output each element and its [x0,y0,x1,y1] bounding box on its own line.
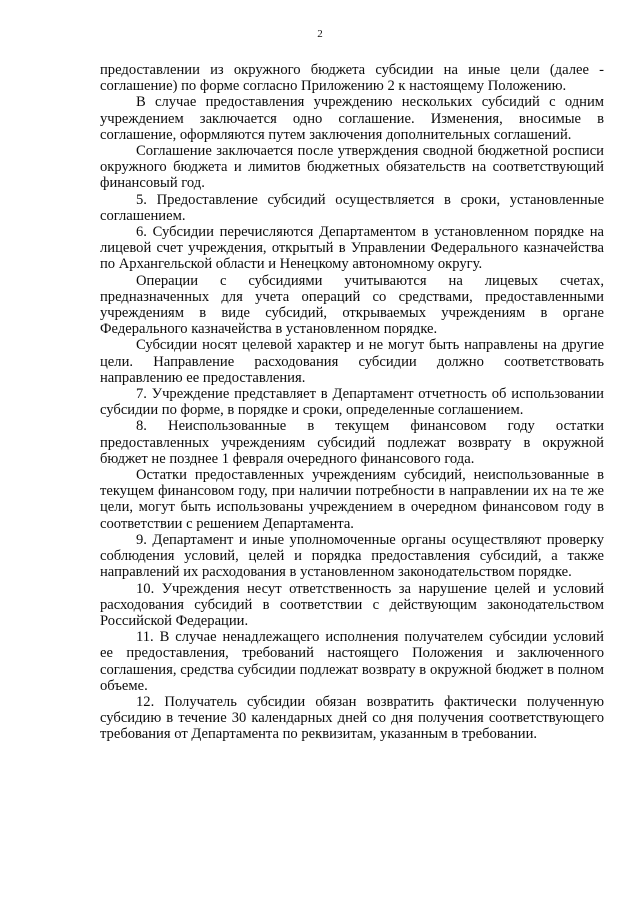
paragraph-item-7: 7. Учреждение представляет в Департамент отчетность об использовании субсидии по форме, в порядке и сроки, определенные соглашением. [100,386,604,419]
paragraph: Субсидии носят целевой характер и не могут быть направлены на другие цели. Направление расходования субсидии должно соответствовать направлению ее предоставления. [100,337,604,386]
paragraph-item-10: 10. Учреждения несут ответственность за нарушение целей и условий расходования субсидий в соответствии с действующим законодательством Российской Федерации. [100,580,604,629]
paragraph-item-6: 6. Субсидии перечисляются Департаментом в установленном порядке на лицевой счет учреждения, открытый в Управлении Федерального казначейства по Архангельской области и Ненецкому автономному округу. [100,224,604,273]
paragraph: Остатки предоставленных учреждениям субсидий, неиспользованные в текущем финансовом году, при наличии потребности в направлении их на те же цели, могут быть использованы учреждением в очередном финансовом году в соответствии с решением Департамента. [100,467,604,532]
paragraph-item-12: 12. Получатель субсидии обязан возвратить фактически полученную субсидию в течение 30 календарных дней со дня получения соответствующего требования от Департамента по реквизитам, указанным в требовании. [100,693,604,743]
paragraph-continuation: предоставлении из окружного бюджета субсидии на иные цели (далее - соглашение) по форме согласно Приложению 2 к настоящему Положению. [100,62,604,95]
paragraph: Соглашение заключается после утверждения сводной бюджетной росписи окружного бюджета и лимитов бюджетных обязательств на соответствующий финансовый год. [100,143,604,192]
paragraph-item-5: 5. Предоставление субсидий осуществляется в сроки, установленные соглашением. [100,191,604,224]
paragraph: В случае предоставления учреждению нескольких субсидий с одним учреждением заключается одно соглашение. Изменения, вносимые в соглашение, оформляются путем заключения дополнительных соглашений. [100,94,604,143]
paragraph-item-9: 9. Департамент и иные уполномоченные органы осуществляют проверку соблюдения условий, целей и порядка предоставления субсидий, а также направлений их расходования в установленном законодательством порядке. [100,531,604,581]
paragraph-item-8: 8. Неиспользованные в текущем финансовом году остатки предоставленных учреждениям субсидий подлежат возврату в окружной бюджет не позднее 1 февраля очередного финансового года. [100,418,604,467]
document-body [100,62,604,743]
paragraph: Операции с субсидиями учитываются на лицевых счетах, предназначенных для учета операций со средствами, предоставленными учреждениям в виде субсидий, открываемых учреждениям в органе Федерального казначейства в установленном порядке. [100,272,604,338]
paragraph-item-11: 11. В случае ненадлежащего исполнения получателем субсидии условий ее предоставления, требований настоящего Положения и заключенного соглашения, средства субсидии подлежат возврату в окружной бюджет в полном объеме. [100,629,604,694]
page-number: 2 [317,28,323,40]
